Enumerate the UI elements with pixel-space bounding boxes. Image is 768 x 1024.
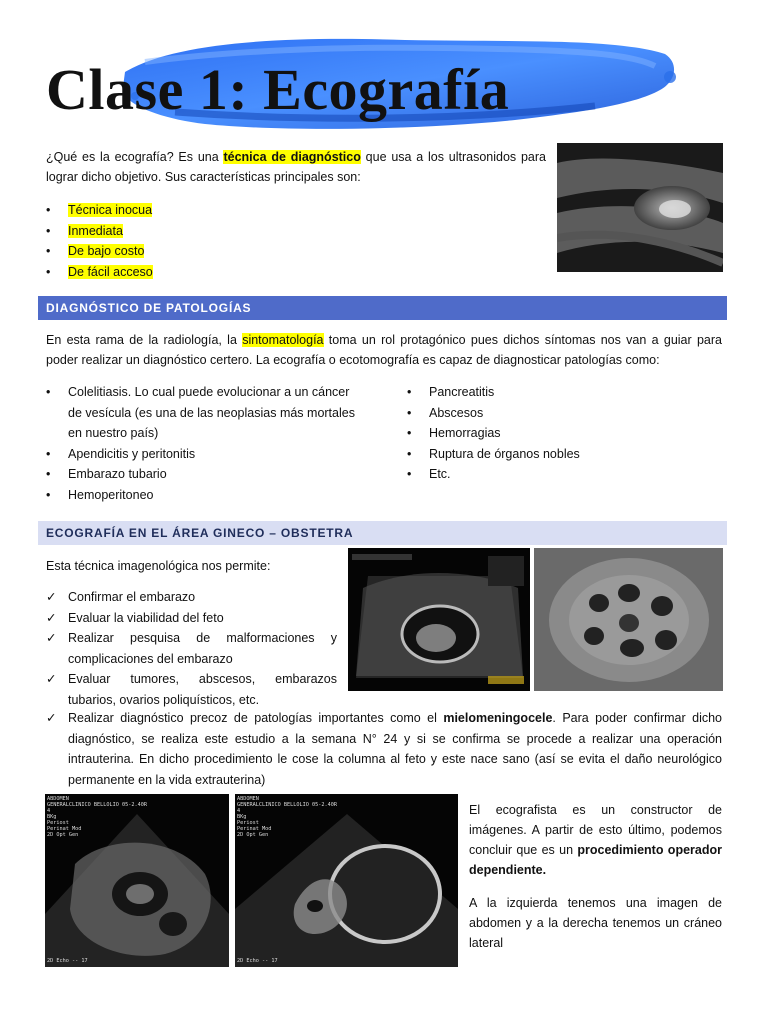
side-note-paragraph-1: El ecografista es un constructor de imágenes. A partir de esto último, podemos concluir que es un procedimiento operador dependiente.	[469, 803, 722, 877]
section-heading-gineco-obstetra: ECOGRAFÍA EN EL ÁREA GINECO – OBSTETRA	[38, 521, 727, 545]
list-item: • Colelitiasis. Lo cual puede evolucionar a un cáncer de vesícula (es una de las neoplasias más mortales en nuestro país)	[46, 382, 366, 444]
features-list	[46, 200, 153, 282]
scan-footer-text: 2D Echo -- 17	[47, 958, 88, 964]
ultrasound-image-abdomen	[45, 794, 229, 967]
bullet-icon: •	[46, 385, 51, 399]
list-item: • De fácil acceso	[46, 262, 153, 283]
pathologies-left-list	[46, 382, 366, 505]
list-item: • Hemoperitoneo	[46, 485, 366, 506]
bullet-icon: •	[46, 203, 51, 217]
sintomatologia-highlight: sintomatología	[242, 333, 324, 347]
ultrasound-image-skull	[235, 794, 458, 967]
page-title: Clase 1: Ecografía	[46, 57, 510, 122]
section1-paragraph: En esta rama de la radiología, la sintomatología toma un rol protagónico pues dichos síntomas nos van a guiar para poder realizar un diagnóstico certero. La ecografía o ecotomografía es capaz de diagnosticar patologías como:	[46, 333, 722, 367]
list-item: • Etc.	[407, 464, 707, 485]
scan-header-text: ABDOMEN GENERALCLINICO BELLOLIO 05-2.40R 4 BKg Periost Perinat Mod 2D Opt Gen	[237, 796, 337, 838]
pathologies-right-list	[407, 382, 707, 485]
check-icon: ✓	[46, 590, 57, 604]
intro-paragraph	[46, 147, 546, 187]
bullet-icon: •	[46, 223, 51, 238]
list-item: ✓ Realizar diagnóstico precoz de patologías importantes como el mielomeningocele. Para poder confirmar dicho diagnóstico, se realiza este estudio a la semana N° 24 y si se confirma se procede a realizar una operación intrauterina. En dicho procedimiento le cose la columna al feto y este nace sano (así se evita el daño neurológico permanente en la vida extrauterina)	[46, 708, 722, 790]
bullet-icon: •	[407, 385, 412, 399]
intro-text-start: ¿Qué es la ecografía? Es una	[46, 150, 224, 164]
list-item: • Embarazo tubario	[46, 464, 366, 485]
check-icon: ✓	[46, 711, 57, 725]
list-item: • De bajo costo	[46, 241, 153, 262]
scan-footer-text: 2D Echo -- 17	[237, 958, 278, 964]
bullet-icon: •	[407, 446, 412, 461]
bullet-icon: •	[407, 467, 412, 481]
list-item: • Pancreatitis	[407, 382, 707, 403]
list-item: ✓ Evaluar la viabilidad del feto	[46, 608, 337, 629]
bullet-icon: •	[407, 426, 412, 440]
list-item: • Abscesos	[407, 403, 707, 424]
bullet-icon: •	[46, 487, 51, 502]
bullet-icon: •	[46, 244, 51, 258]
intro-text-end: que usa a los ultrasonidos para lograr dicho objetivo. Sus características principales son:	[46, 150, 546, 184]
ultrasound-image-fetus	[348, 548, 530, 691]
list-item: • Inmediata	[46, 221, 153, 242]
bullet-icon: •	[46, 446, 51, 461]
bullet-icon: •	[46, 264, 51, 279]
mielomeningocele-item	[46, 708, 722, 790]
check-icon: ✓	[46, 631, 57, 645]
list-item: ✓ Realizar pesquisa de malformaciones y complicaciones del embarazo	[46, 628, 337, 669]
ultrasound-image-top	[557, 143, 723, 272]
section-heading-diagnostico: DIAGNÓSTICO DE PATOLOGÍAS	[38, 296, 727, 320]
scan-header-text: ABDOMEN GENERALCLINICO BELLOLIO 05-2.40R 4 BKg Periost Perinat Mod 2D Opt Gen	[47, 796, 147, 838]
list-item: • Apendicitis y peritonitis	[46, 444, 366, 465]
ultrasound-image-ovary	[534, 548, 723, 691]
list-item: ✓ Confirmar el embarazo	[46, 587, 337, 608]
list-item: • Ruptura de órganos nobles	[407, 444, 707, 465]
side-note-paragraph-2: A la izquierda tenemos una imagen de abdomen y a la derecha tenemos un cráneo lateral	[469, 896, 722, 950]
list-item: • Hemorragias	[407, 423, 707, 444]
check-icon: ✓	[46, 672, 57, 686]
check-icon: ✓	[46, 610, 57, 625]
list-item: • Técnica inocua	[46, 200, 153, 221]
uses-checklist	[46, 587, 337, 710]
list-item: ✓ Evaluar tumores, abscesos, embarazos tubarios, ovarios poliquísticos, etc.	[46, 669, 337, 710]
section2-lead: Esta técnica imagenológica nos permite:	[46, 559, 271, 573]
bullet-icon: •	[46, 467, 51, 481]
bullet-icon: •	[407, 405, 412, 420]
intro-highlight: técnica de diagnóstico	[223, 150, 361, 164]
